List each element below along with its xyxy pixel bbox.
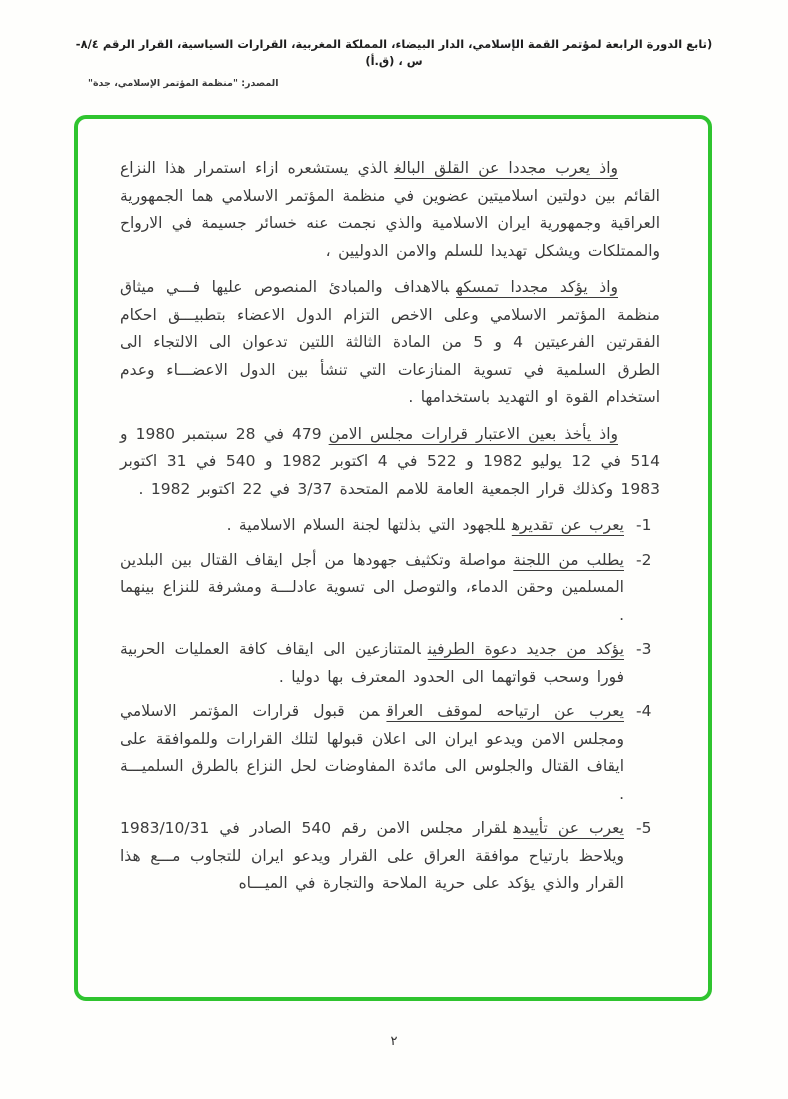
item-number: -1 — [636, 516, 652, 534]
clause-text: من قبول قرارات المؤتمر الاسلامي ومجلس الامن ويدعو ايران الى اعلان قبولها لتلك القرارات وللموافقة على ايقاف القتال والجلوس الى مائدة المفاوضات لحل النزاع بالطرق السلميـــة . — [120, 702, 624, 803]
clause-text: الذي يستشعره ازاء استمرار هذا النزاع القائم بين دولتين اسلاميتين عضوين في منظمة المؤتمر الاسلامي هما الجمهورية العراقية وجمهورية ايران الاسلامية والذي نجمت عنه خسائر جسيمة في الارواح والممتلكات ويشكل تهديدا للسلم والامن الدوليين ، — [120, 159, 660, 260]
document-footer — [0, 1030, 788, 1049]
list-item — [120, 636, 660, 691]
clause-lead: واذ يعرب مجددا عن القلق البالغ — [394, 159, 618, 177]
preamble-paragraph — [120, 155, 660, 265]
clause-text: للجهود التي بذلتها لجنة السلام الاسلامية . — [226, 516, 505, 534]
header-citation: (تابع الدورة الرابعة لمؤتمر القمة الإسلامي، الدار البيضاء، المملكة المغربية، القرارات السياسية، القرار الرقم ٨/٤-س ، (ق.أ) — [75, 37, 713, 68]
clause-lead: يعرب عن تقديره — [511, 516, 624, 534]
item-text — [120, 512, 624, 540]
list-item — [120, 698, 660, 808]
preamble-paragraph — [120, 274, 660, 412]
item-number: -2 — [636, 550, 652, 569]
clause-lead: يطلب من اللجنة — [513, 550, 624, 569]
list-item — [120, 815, 660, 898]
item-number: -3 — [636, 640, 652, 658]
clause-lead: واذ يأخذ بعين الاعتبار قرارات مجلس الامن — [328, 424, 618, 443]
item-text — [120, 698, 624, 808]
clause-text: لقرار مجلس الامن رقم 540 الصادر في 1983/10/31 ويلاحظ بارتياح موافقة العراق على القرار ويدعو ايران للتجاوب مـــع هذا القرار والذي يؤكد على حرية الملاحة والتجارة في الميـــاه — [120, 819, 624, 892]
item-text — [120, 547, 624, 630]
clause-text: بالاهداف والمبادئ المنصوص عليها فـــي ميثاق منظمة المؤتمر الاسلامي وعلى الاخص التزام الدول الاعضاء بتطبيـــق احكام الفقرتين الفرعيتين 4 و 5 من المادة الثالثة اللتين تدعوان الى الالتجاء الى الطرق السلمية في تسوية المنازعات التي تنشأ بين الدول الاعضـــاء وعدم استخدام القوة او التهديد باستخدامها . — [120, 278, 660, 406]
clause-text: 479 في 28 سبتمبر 1980 و 514 في 12 يوليو 1982 و 522 في 4 اكتوبر 1982 و 540 في 31 اكتوبر 1983 وكذلك قرار الجمعية العامة للامم المتحدة 3/37 في 22 اكتوبر 1982 . — [120, 424, 661, 498]
clause-lead: يعرب عن تأييده — [513, 819, 624, 837]
numbered-list — [120, 512, 660, 898]
item-number: -5 — [636, 819, 652, 837]
highlight-frame — [74, 115, 712, 1001]
clause-lead: يعرب عن ارتياحه لموقف العراق — [386, 702, 625, 720]
clause-text: المتنازعين الى ايقاف كافة العمليات الحربية فورا وسحب قواتهما الى الحدود المعترف بها دوليا . — [120, 640, 624, 686]
item-text — [120, 815, 624, 898]
list-item — [120, 512, 660, 540]
item-text — [120, 636, 624, 691]
clause-text: مواصلة وتكثيف جهودها من أجل ايقاف القتال بين البلدين المسلمين وحقن الدماء، والتوصل الى تسوية عادلـــة ومشرفة للنزاع بينهما . — [120, 550, 624, 624]
preamble-paragraph — [120, 421, 660, 504]
item-number: -4 — [636, 702, 652, 720]
list-item — [120, 547, 660, 630]
document-body — [78, 119, 708, 997]
page-number: ٢ — [390, 1034, 398, 1049]
clause-lead: يؤكد من جديد دعوة الطرفين — [427, 640, 625, 658]
header-source: المصدر: "منظمة المؤتمر الإسلامي، جدة" — [88, 78, 279, 90]
clause-lead: واذ يؤكد مجددا تمسكه — [456, 278, 618, 296]
document-header — [0, 36, 788, 89]
